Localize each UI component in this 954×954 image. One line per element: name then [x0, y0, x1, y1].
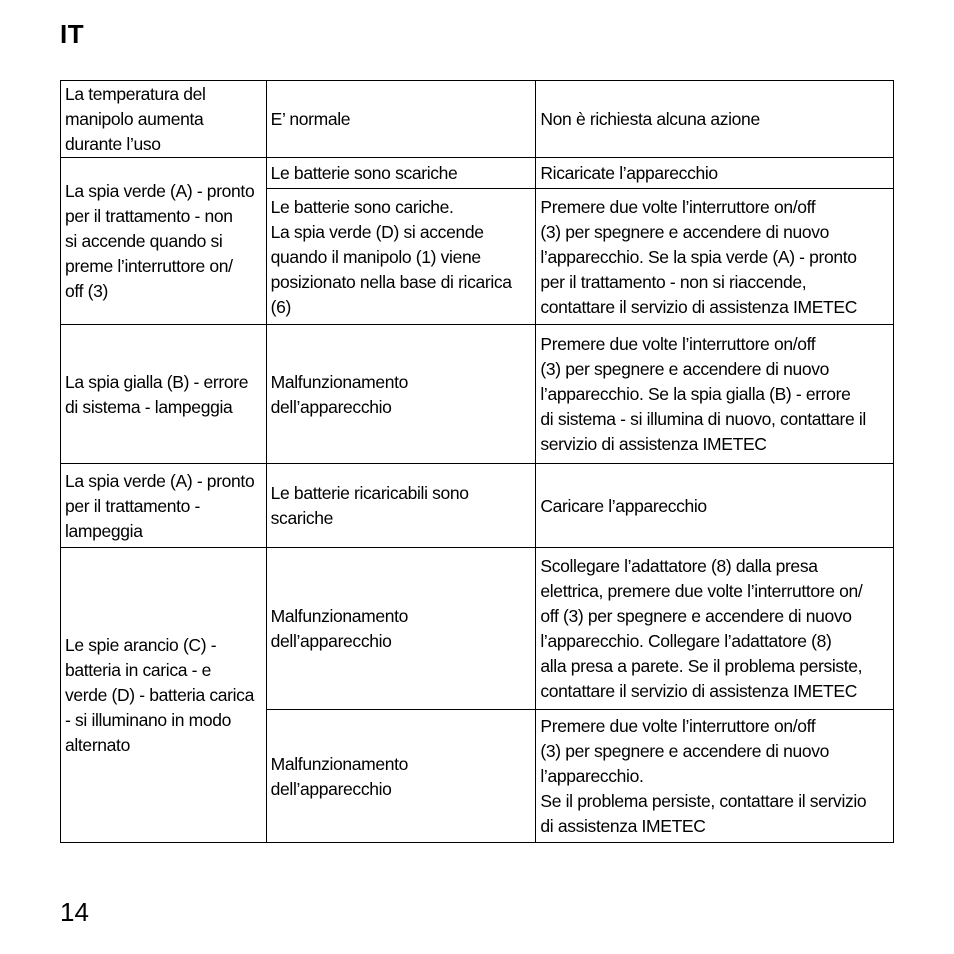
- table-row: [61, 81, 894, 158]
- solution-text: Ricaricate l’apparecchio: [540, 163, 718, 183]
- cause-text: Le batterie ricaricabili sono scariche: [270, 483, 469, 528]
- cause-cell: [266, 158, 536, 189]
- solution-text: Premere due volte l’interruttore on/off (3) per spegnere e accendere di nuovo l’apparecchio. Se la spia gialla (B) - errore di sistema - si illumina di nuovo, contattare il servizio di assistenza IMETEC: [540, 334, 866, 454]
- problem-cell: [61, 158, 267, 325]
- table-row: [61, 158, 894, 189]
- solution-cell: [536, 158, 894, 189]
- solution-cell: [536, 464, 894, 548]
- problem-text: La spia verde (A) - pronto per il trattamento - lampeggia: [65, 470, 255, 541]
- cause-text: Malfunzionamento dell’apparecchio: [270, 753, 409, 799]
- solution-text: Scollegare l’adattatore (8) dalla presa elettrica, premere due volte l’interruttore on/ off (3) per spegnere e accendere di nuovo l’apparecchio. Collegare l’adattatore (8) alla presa a parete. Se il problema persiste, contattare il servizio di assistenza IMETEC: [540, 556, 863, 701]
- table-row: [61, 548, 894, 710]
- page-number: 14: [60, 897, 89, 927]
- problem-cell: [61, 325, 267, 464]
- cause-cell: [266, 81, 536, 158]
- problem-cell: [61, 548, 267, 843]
- problem-text: La spia verde (A) - pronto per il trattamento - non si accende quando si preme l’interruttore on/ off (3): [65, 181, 255, 301]
- solution-cell: [536, 710, 894, 843]
- cause-text: E’ normale: [270, 109, 351, 129]
- cause-cell: [266, 325, 536, 464]
- solution-cell: [536, 325, 894, 464]
- cause-cell: [266, 710, 536, 843]
- cause-cell: [266, 464, 536, 548]
- cause-cell: [266, 548, 536, 710]
- cause-cell: [266, 189, 536, 325]
- cause-text: Malfunzionamento dell’apparecchio: [270, 371, 409, 417]
- problem-cell: [61, 464, 267, 548]
- problem-text: Le spie arancio (C) - batteria in carica - e verde (D) - batteria carica - si illuminano in modo alternato: [65, 635, 254, 755]
- cause-text: Le batterie sono cariche. La spia verde (D) si accende quando il manipolo (1) viene posizionato nella base di ricarica (6): [270, 196, 512, 317]
- table-row: [61, 325, 894, 464]
- solution-cell: [536, 548, 894, 710]
- troubleshooting-table: [60, 80, 894, 843]
- solution-text: Premere due volte l’interruttore on/off (3) per spegnere e accendere di nuovo l’apparecchio. Se il problema persiste, contattare il servizio di assistenza IMETEC: [540, 716, 867, 836]
- cause-text: Malfunzionamento dell’apparecchio: [270, 606, 409, 651]
- solution-text: Caricare l’apparecchio: [540, 495, 707, 516]
- language-code: IT: [60, 19, 85, 49]
- solution-text: Non è richiesta alcuna azione: [540, 109, 760, 129]
- problem-text: La temperatura del manipolo aumenta durante l’uso: [65, 84, 206, 154]
- cause-text: Le batterie sono scariche: [270, 163, 458, 183]
- solution-cell: [536, 189, 894, 325]
- problem-text: La spia gialla (B) - errore di sistema - lampeggia: [65, 371, 249, 417]
- solution-text: Premere due volte l’interruttore on/off (3) per spegnere e accendere di nuovo l’apparecchio. Se la spia verde (A) - pronto per il trattamento - non si riaccende, contattare il servizio di assistenza IMETEC: [540, 196, 857, 317]
- problem-cell: [61, 81, 267, 158]
- table-row: [61, 464, 894, 548]
- solution-cell: [536, 81, 894, 158]
